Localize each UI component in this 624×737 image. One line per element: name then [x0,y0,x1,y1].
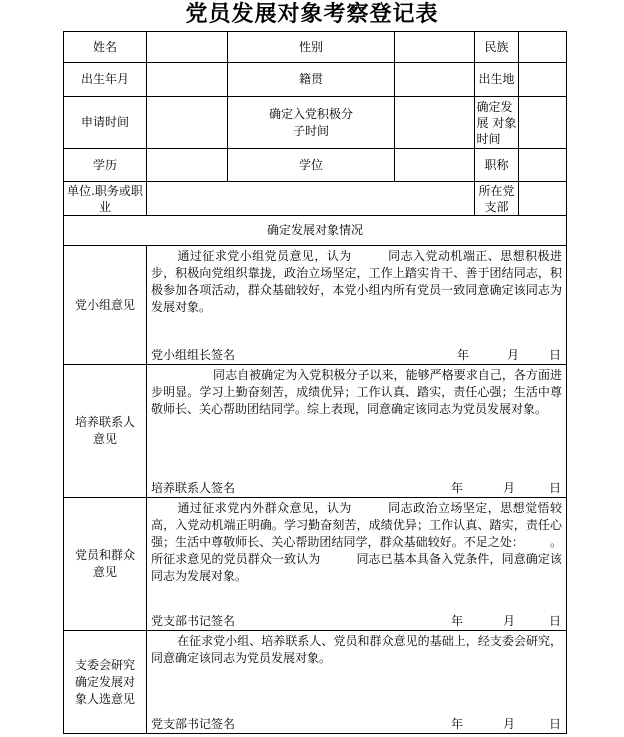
group-opinion-label: 党小组意见 [64,246,147,365]
ethnicity-field[interactable] [519,32,567,63]
registration-form [63,31,567,734]
committee-signature-line: 党支部书记签名 年 月 日 [151,717,562,731]
apply-time-field[interactable] [147,97,228,149]
group-opinion-box[interactable] [147,246,567,365]
degree-label: 学位 [228,149,395,182]
birth-place-label: 出生地 [475,63,519,97]
birth-place-field[interactable] [519,63,567,97]
contact-signature-line: 培养联系人签名 年 月 日 [151,481,562,495]
page-title: 党员发展对象考察登记表 [185,1,439,27]
committee-opinion-label: 支委会研究确定发展对象人选意见 [64,631,147,734]
section-header: 确定发展对象情况 [64,216,567,246]
masses-opinion-box[interactable] [147,498,567,631]
activist-time-field[interactable] [395,97,475,149]
unit-position-field[interactable] [147,182,475,216]
group-opinion-text: 通过征求党小组党员意见，认为 同志入党动机端正、思想积极进步，积极向党组织靠拢，政治立场坚定，工作上踏实肯干、善于团结同志，积极参加各项活动，群众基础较好，本党小组内所有党员一致同意确定该同志为发展对象。 [151,249,563,314]
education-field[interactable] [147,149,228,182]
birth-date-field[interactable] [147,63,228,97]
group-signature-line: 党小组组长签名 年 月 日 [151,348,562,362]
name-field[interactable] [147,32,228,63]
candidate-time-label: 确定发展 对象时间 [475,97,519,149]
degree-field[interactable] [395,149,475,182]
birth-date-label: 出生年月 [64,63,147,97]
masses-signature-line: 党支部书记签名 年 月 日 [151,614,562,628]
masses-opinion-label: 党员和群众意见 [64,498,147,631]
ethnicity-label: 民族 [475,32,519,63]
unit-position-label: 单位.职务或职业 [64,182,147,216]
branch-label: 所在党支部 [475,182,519,216]
candidate-time-field[interactable] [519,97,567,149]
committee-opinion-text: 在征求党小组、培养联系人、党员和群众意见的基础上，经支委会研究，同意确定该同志为党员发展对象。 [151,634,563,665]
education-label: 学历 [64,149,147,182]
contact-opinion-text: 同志自被确定为入党积极分子以来，能够严格要求自己，各方面进步明显。学习上勤奋刻苦，成绩优异；工作认真、踏实，责任心强；生活中尊敬师长、关心帮助团结同学。综上表现，同意确定该同志为党员发展对象。 [151,368,563,416]
contact-opinion-box[interactable] [147,365,567,498]
branch-field[interactable] [519,182,567,216]
apply-time-label: 申请时间 [64,97,147,149]
gender-label: 性别 [228,32,395,63]
native-place-label: 籍贯 [228,63,395,97]
masses-opinion-text: 通过征求党内外群众意见，认为 同志政治立场坚定，思想觉悟较高，入党动机端正明确。学习勤奋刻苦，成绩优异；工作认真、踏实，责任心强；生活中尊敬师长、关心帮助团结同学，群众基础较好。不足之处： 。所征求意见的党员群众一致认为 同志已基本具备入党条件，同意确定该同志为发展对象。 [151,501,563,583]
title-rank-label: 职称 [475,149,519,182]
committee-opinion-box[interactable] [147,631,567,734]
native-place-field[interactable] [395,63,475,97]
contact-opinion-label: 培养联系人意见 [64,365,147,498]
name-label: 姓名 [64,32,147,63]
title-rank-field[interactable] [519,149,567,182]
gender-field[interactable] [395,32,475,63]
activist-time-label: 确定入党积极分子时间 [228,97,395,149]
